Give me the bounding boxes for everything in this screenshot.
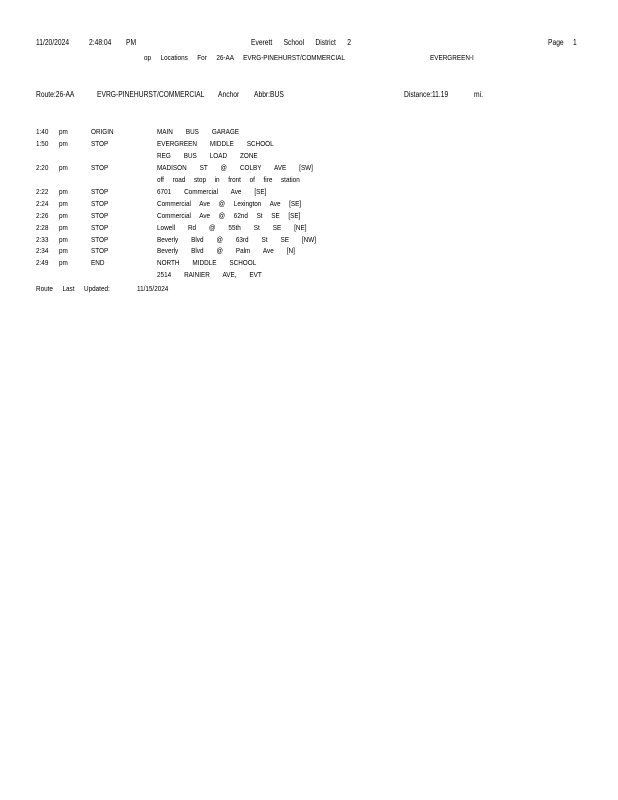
stop-type: STOP: [91, 210, 109, 220]
stop-time: 1:50: [36, 138, 49, 148]
stop-ampm: pm: [59, 234, 68, 244]
stop-ampm: pm: [59, 138, 68, 148]
report-subtitle: op Locations For 26-AA EVRG-PINEHURST/COMMERCIAL: [144, 53, 345, 62]
stop-ampm: pm: [59, 246, 68, 256]
stop-type: STOP: [91, 234, 109, 244]
page-number: 1: [573, 38, 577, 47]
stop-time: 1:40: [36, 127, 49, 136]
stop-type: STOP: [91, 162, 109, 172]
stop-location: EVERGREEN MIDDLE SCHOOL: [157, 138, 274, 148]
report-time: 2:48:04: [89, 38, 112, 47]
stop-location: REG BUS LOAD ZONE: [157, 150, 258, 160]
district-name: Everett School District 2: [251, 38, 351, 47]
stop-location: 6701 Commercial Ave [SE]: [157, 186, 267, 196]
stop-ampm: pm: [59, 198, 68, 208]
stop-ampm: pm: [59, 210, 68, 220]
stop-time: 2:49: [36, 258, 49, 268]
route-name: EVRG-PINEHURST/COMMERCIAL: [97, 90, 205, 99]
stop-type: STOP: [91, 198, 109, 208]
stop-ampm: pm: [59, 162, 68, 172]
footer-date: 11/15/2024: [137, 284, 169, 293]
stop-type: STOP: [91, 246, 109, 256]
stop-type: END: [91, 258, 105, 268]
stop-location: Beverly Blvd @ 63rd St SE [NW]: [157, 234, 317, 244]
route-abbr: Abbr:BUS: [254, 90, 284, 99]
stop-type: STOP: [91, 138, 109, 148]
stop-location: Commercial Ave @ Lexington Ave [SE]: [157, 198, 302, 208]
stop-location: Beverly Blvd @ Palm Ave [N]: [157, 246, 295, 256]
stop-ampm: pm: [59, 127, 68, 136]
stop-time: 2:34: [36, 246, 49, 256]
page-label: Page: [548, 38, 564, 47]
stop-location: Commercial Ave @ 62nd St SE [SE]: [157, 210, 301, 220]
stop-time: 2:22: [36, 186, 49, 196]
stop-location: NORTH MIDDLE SCHOOL: [157, 258, 257, 268]
report-date: 11/20/2024: [36, 38, 70, 47]
stop-location: MADISON ST @ COLBY AVE [SW]: [157, 162, 313, 172]
footer-label: Route Last Updated:: [36, 284, 110, 293]
stop-ampm: pm: [59, 258, 68, 268]
stop-time: 2:33: [36, 234, 49, 244]
report-subtitle-right: EVERGREEN-I: [430, 53, 474, 62]
stop-location: 2514 RAINIER AVE, EVT: [157, 270, 262, 280]
route-anchor: Anchor: [218, 90, 240, 99]
route-distance-unit: mi.: [474, 90, 483, 99]
stop-ampm: pm: [59, 186, 68, 196]
stop-location: Lowell Rd @ 55th St SE [NE]: [157, 222, 307, 232]
stop-type: ORIGIN: [91, 127, 114, 136]
route-distance: Distance:11.19: [404, 90, 449, 99]
report-ampm: PM: [126, 38, 137, 47]
stop-time: 2:24: [36, 198, 49, 208]
stop-time: 2:26: [36, 210, 49, 220]
route-id: Route:26-AA: [36, 90, 75, 99]
stop-location: off road stop in front of fire station: [157, 174, 300, 184]
stop-time: 2:28: [36, 222, 49, 232]
stop-time: 2:20: [36, 162, 49, 172]
stop-type: STOP: [91, 222, 109, 232]
stop-type: STOP: [91, 186, 109, 196]
stop-ampm: pm: [59, 222, 68, 232]
stop-location: MAIN BUS GARAGE: [157, 127, 240, 136]
